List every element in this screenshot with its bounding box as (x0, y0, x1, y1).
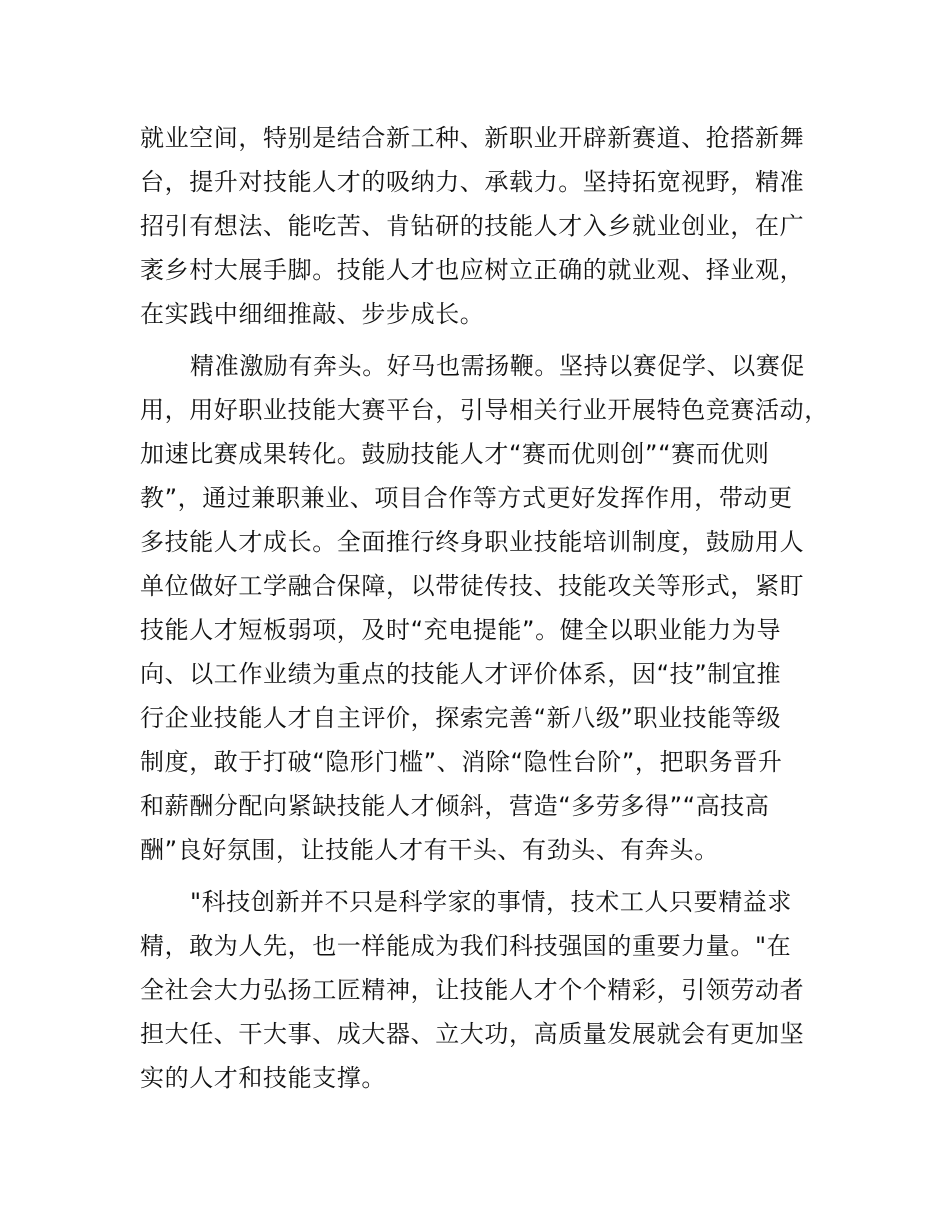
text-line: 担大任、干大事、成大器、立大功，高质量发展就会有更加坚 (140, 1020, 805, 1048)
text-line: 精，敢为人先，也一样能成为我们科技强国的重要力量。"在 (140, 932, 792, 960)
text-line: 袤乡村大展手脚。技能人才也应树立正确的就业观、择业观， (140, 256, 805, 284)
text-line: 和薪酬分配向紧缺技能人才倾斜，营造“多劳多得”“高技高 (140, 792, 770, 820)
text-line: 台，提升对技能人才的吸纳力、承载力。坚持拓宽视野，精准 (140, 168, 805, 196)
text-line: 招引有想法、能吃苦、肯钻研的技能人才入乡就业创业，在广 (140, 212, 805, 240)
text-line: 全社会大力弘扬工匠精神，让技能人才个个精彩，引领劳动者 (140, 976, 805, 1004)
text-line: 在实践中细细推敲、步步成长。 (140, 300, 485, 328)
text-line: 用，用好职业技能大赛平台，引导相关行业开展特色竞赛活动， (140, 396, 829, 424)
text-line: "科技创新并不只是科学家的事情，技术工人只要精益求 (190, 888, 793, 916)
text-line: 实的人才和技能支撑。 (140, 1064, 386, 1092)
text-line: 技能人才短板弱项，及时“充电提能”。健全以职业能力为导 (140, 616, 782, 644)
text-line: 制度，敢于打破“隐形门槛”、消除“隐性台阶”，把职务晋升 (140, 748, 783, 776)
text-line: 单位做好工学融合保障，以带徒传技、技能攻关等形式，紧盯 (140, 572, 805, 600)
text-line: 加速比赛成果转化。鼓励技能人才“赛而优则创”“赛而优则 (140, 440, 770, 468)
text-line: 酬”良好氛围，让技能人才有干头、有劲头、有奔头。 (140, 836, 719, 864)
text-line: 行企业技能人才自主评价，探索完善“新八级”职业技能等级 (140, 704, 782, 732)
text-line: 就业空间，特别是结合新工种、新职业开辟新赛道、抢搭新舞 (140, 124, 805, 152)
text-line: 教”，通过兼职兼业、项目合作等方式更好发挥作用，带动更 (140, 484, 793, 512)
text-line: 多技能人才成长。全面推行终身职业技能培训制度，鼓励用人 (140, 528, 805, 556)
text-line: 精准激励有奔头。好马也需扬鞭。坚持以赛促学、以赛促 (190, 352, 805, 380)
text-line: 向、以工作业绩为重点的技能人才评价体系，因“技”制宜推 (140, 660, 782, 688)
